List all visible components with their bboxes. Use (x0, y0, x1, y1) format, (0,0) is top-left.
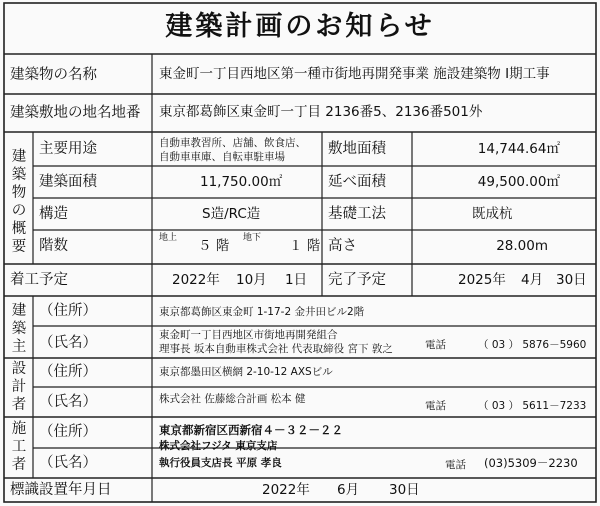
designer-name-label: （氏名） (39, 394, 97, 410)
owner-name-line2: 理事長 坂本自動車株式会社 代表取締役 宮下 敦之 (159, 343, 393, 355)
foundation-label: 基礎工法 (328, 206, 386, 222)
completion-month: 4月 (521, 272, 544, 288)
designer-tel-label: 電話 (425, 400, 446, 412)
floor-area-value: 49,500.00㎡ (477, 174, 560, 190)
floors-below-value: １ 階 (289, 238, 321, 254)
structure-value: S造/RC造 (202, 206, 261, 222)
structure-label: 構造 (39, 206, 68, 222)
use-value-line1: 自動車教習所、店舗、飲食店、 (159, 137, 306, 149)
contractor-tel-label: 電話 (445, 459, 466, 471)
use-value-line2: 自動車車庫、自転車駐車場 (159, 151, 285, 163)
designer-address-label: （住所） (39, 364, 97, 380)
start-month: 10月 (236, 272, 267, 288)
overview-group-label: 建築物の概要 (11, 149, 27, 255)
contractor-group-label: 施工者 (11, 421, 27, 473)
completion-year: 2025年 (458, 272, 506, 288)
use-label: 主要用途 (39, 141, 97, 157)
start-year: 2022年 (172, 272, 220, 288)
sign-date-label: 標識設置年月日 (10, 482, 112, 498)
building-name-value: 東金町一丁目西地区第一種市街地再開発事業 施設建築物 Ⅰ期工事 (159, 66, 550, 82)
owner-name-label: （氏名） (39, 335, 97, 351)
building-name-label: 建築物の名称 (10, 67, 97, 83)
height-value: 28.00m (496, 238, 548, 254)
site-address-label: 建築敷地の地名地番 (10, 105, 141, 121)
owner-tel-value: （ 03 ） 5876－5960 (478, 339, 587, 351)
floor-area-label: 延べ面積 (328, 174, 386, 190)
start-day: 1日 (285, 272, 308, 288)
designer-name-value: 株式会社 佐藤総合計画 松本 健 (159, 393, 306, 405)
designer-address-value: 東京都墨田区横網 2-10-12 AXSビル (159, 366, 333, 378)
designer-group-label: 設計者 (11, 361, 27, 413)
height-label: 高さ (328, 238, 357, 254)
floors-below-small: 地下 (243, 233, 262, 243)
contractor-name-label: （氏名） (39, 455, 97, 471)
owner-group-label: 建築主 (11, 303, 27, 355)
owner-address-value: 東京都葛飾区東金町 1-17-2 金井田ビル2階 (159, 306, 365, 318)
sign-day: 30日 (389, 482, 420, 498)
contractor-address-label: （住所） (39, 424, 97, 440)
contractor-tel-value: (03)5309－2230 (484, 456, 578, 470)
floors-above-small: 地上 (159, 233, 178, 243)
site-area-label: 敷地面積 (328, 141, 386, 157)
owner-tel-label: 電話 (425, 339, 446, 351)
owner-address-label: （住所） (39, 303, 97, 319)
building-area-label: 建築面積 (39, 174, 97, 190)
sign-year: 2022年 (262, 482, 310, 498)
floors-above-value: ５ 階 (198, 238, 230, 254)
contractor-name-line1: 株式会社フジタ 東京支店 (159, 440, 278, 452)
site-address-value: 東京都葛飾区東金町一丁目 2136番5、2136番501外 (159, 104, 483, 120)
site-area-value: 14,744.64㎡ (477, 141, 560, 157)
owner-name-line1: 東金町一丁目西地区市街地再開発組合 (159, 329, 338, 341)
foundation-value: 既成杭 (472, 206, 513, 222)
start-label: 着工予定 (10, 272, 68, 288)
building-area-value: 11,750.00㎡ (200, 174, 283, 190)
floors-label: 階数 (39, 238, 68, 254)
notice-title: 建築計画のお知らせ (165, 11, 435, 42)
completion-label: 完了予定 (328, 272, 386, 288)
completion-day: 30日 (556, 272, 587, 288)
sign-month: 6月 (337, 482, 360, 498)
designer-tel-value: （ 03 ） 5611－7233 (478, 400, 587, 412)
contractor-name-line2: 執行役員支店長 平原 孝良 (159, 457, 282, 469)
contractor-address-value: 東京都新宿区西新宿４－３２－２２ (159, 423, 343, 437)
